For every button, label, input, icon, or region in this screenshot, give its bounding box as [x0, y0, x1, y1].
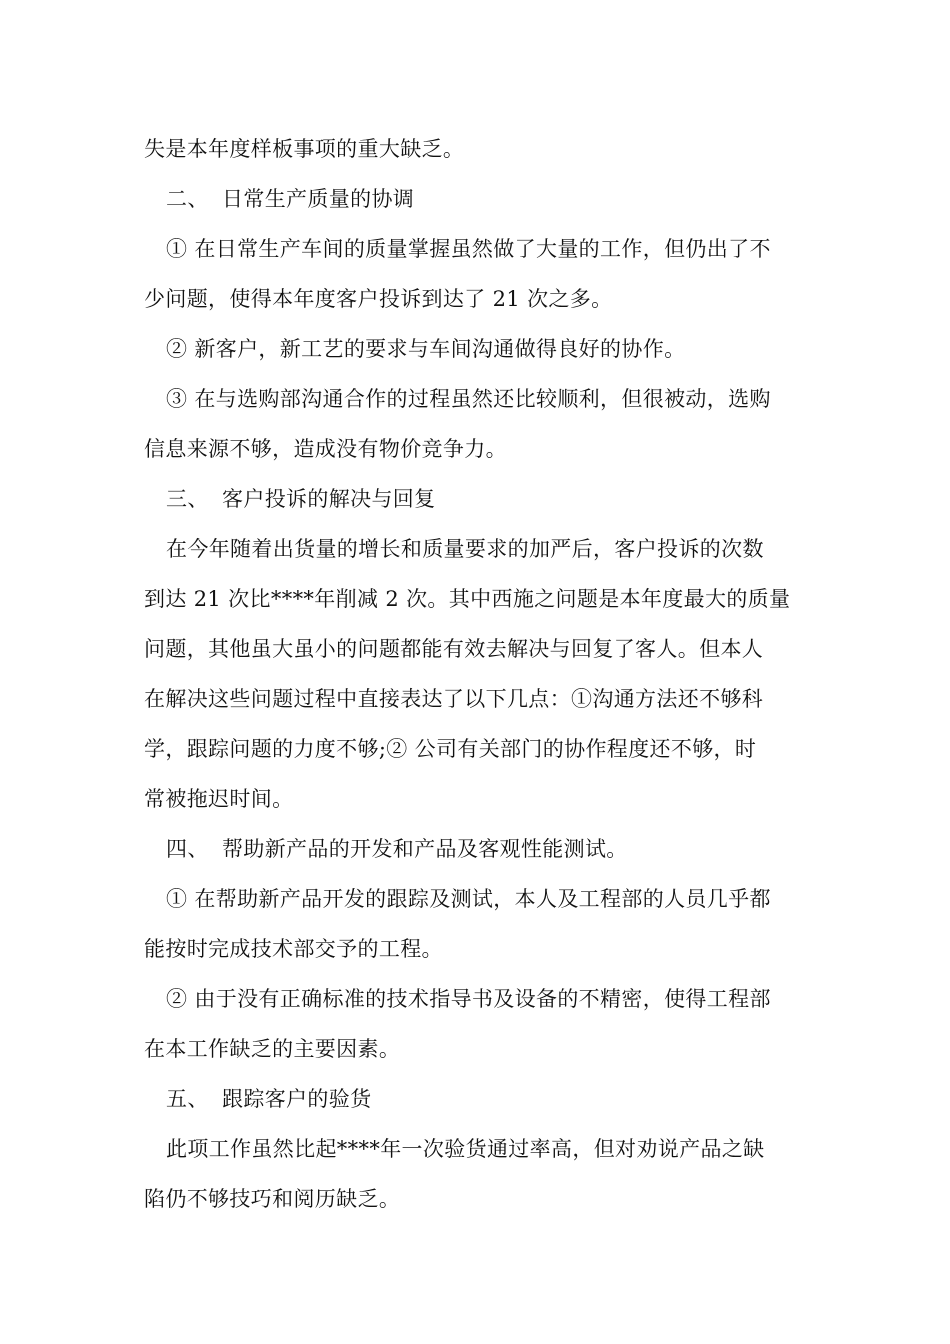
section-title: 日常生产质量的协调: [222, 187, 415, 211]
paragraph-2-line-1: 少问题，使得本年度客户投诉到达了 21 次之多。: [144, 287, 613, 311]
paragraph-3-line-0: ② 新客户，新工艺的要求与车间沟通做得良好的协作。: [166, 337, 686, 361]
paragraph-9-line-1: 在本工作缺乏的主要因素。: [144, 1037, 401, 1061]
section-number: 五、: [166, 1087, 209, 1111]
section-number: 二、: [166, 187, 209, 211]
paragraph-8-line-0: ① 在帮助新产品开发的跟踪及测试，本人及工程部的人员几乎都: [166, 887, 771, 911]
paragraph-4-line-1: 信息来源不够，造成没有物价竞争力。: [144, 437, 507, 461]
paragraph-6-line-0: 在今年随着出货量的增长和质量要求的加严后，客户投诉的次数: [166, 537, 764, 561]
section-heading-2: [144, 174, 806, 224]
paragraph-11-line-1: 陷仍不够技巧和阅历缺乏。: [144, 1187, 401, 1211]
section-number: 四、: [166, 837, 209, 861]
section-title: 帮助新产品的开发和产品及客观性能测试。: [222, 837, 628, 861]
paragraph-6-line-5: 常被拖迟时间。: [144, 787, 294, 811]
paragraph-0-line-0: 失是本年度样板事项的重大缺乏。: [144, 137, 465, 161]
section-heading-3: [144, 474, 806, 524]
section-heading-4: [144, 824, 806, 874]
paragraph-9-line-0: ② 由于没有正确标准的技术指导书及设备的不精密，使得工程部: [166, 987, 771, 1011]
paragraph-6-line-2: 问题，其他虽大虽小的问题都能有效去解决与回复了客人。但本人: [144, 637, 764, 661]
document-body: [144, 124, 806, 1224]
section-title: 客户投诉的解决与回复: [222, 487, 436, 511]
paragraph-6-line-3: 在解决这些问题过程中直接表达了以下几点：①沟通方法还不够科: [144, 687, 764, 711]
paragraph-2-line-0: ① 在日常生产车间的质量掌握虽然做了大量的工作，但仍出了不: [166, 237, 771, 261]
section-heading-5: [144, 1074, 806, 1124]
paragraph-8-line-1: 能按时完成技术部交予的工程。: [144, 937, 443, 961]
paragraph-11-line-0: 此项工作虽然比起****年一次验货通过率高，但对劝说产品之缺: [166, 1137, 765, 1161]
section-title: 跟踪客户的验货: [222, 1087, 372, 1111]
paragraph-4-line-0: ③ 在与选购部沟通合作的过程虽然还比较顺利，但很被动，选购: [166, 387, 771, 411]
section-number: 三、: [166, 487, 209, 511]
paragraph-6-line-1: 到达 21 次比****年削减 2 次。其中西施之问题是本年度最大的质量: [144, 587, 791, 611]
paragraph-6-line-4: 学，跟踪问题的力度不够;② 公司有关部门的协作程度还不够，时: [144, 737, 757, 761]
